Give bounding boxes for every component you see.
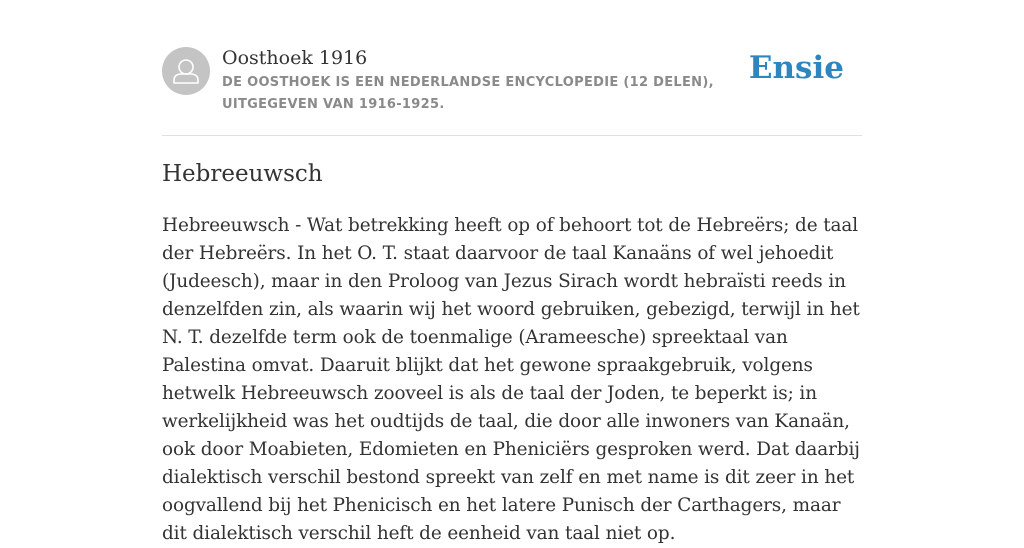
person-icon (162, 47, 210, 95)
source-info (222, 44, 762, 116)
article-title: Hebreeuwsch (162, 161, 323, 187)
source-header (162, 44, 862, 134)
source-description: DE OOSTHOEK IS EEN NEDERLANDSE ENCYCLOPEDIE (12 DELEN), UITGEGEVEN VAN 1916-1925. (222, 75, 714, 112)
avatar[interactable] (162, 47, 210, 95)
source-name[interactable]: Oosthoek 1916 (222, 47, 368, 69)
divider (162, 135, 862, 136)
ensie-logo[interactable]: Ensie (748, 50, 844, 86)
article-body: Hebreeuwsch - Wat betrekking heeft op of behoort tot de Hebreërs; de taal der Hebreërs. In het O. T. staat daarvoor de taal Kanaäns of wel jehoedit (Judeesch), maar in den Proloog van Jezus Sirach wordt hebraïsti reeds in denzelfden zin, als waarin wij het woord gebruiken, gebezigd, terwijl in het N. T. dezelfde term ook de toenmalige (Arameesche) spreektaal van Palestina omvat. Daaruit blijkt dat het gewone spraakgebruik, volgens hetwelk Hebreeuwsch zooveel is als de taal der Joden, te beperkt is; in werkelijkheid was het oudtijds de taal, die door alle inwoners van Kanaän, ook door Moabieten, Edomieten en Pheniciërs gesproken werd. Dat daarbij dialektisch verschil bestond spreekt van zelf en met name is dit zeer in het oogvallend bij het Phenicisch en het latere Punisch der Carthagers, maar dit dialektisch verschil heft de eenheid van taal niet op. (162, 215, 860, 544)
